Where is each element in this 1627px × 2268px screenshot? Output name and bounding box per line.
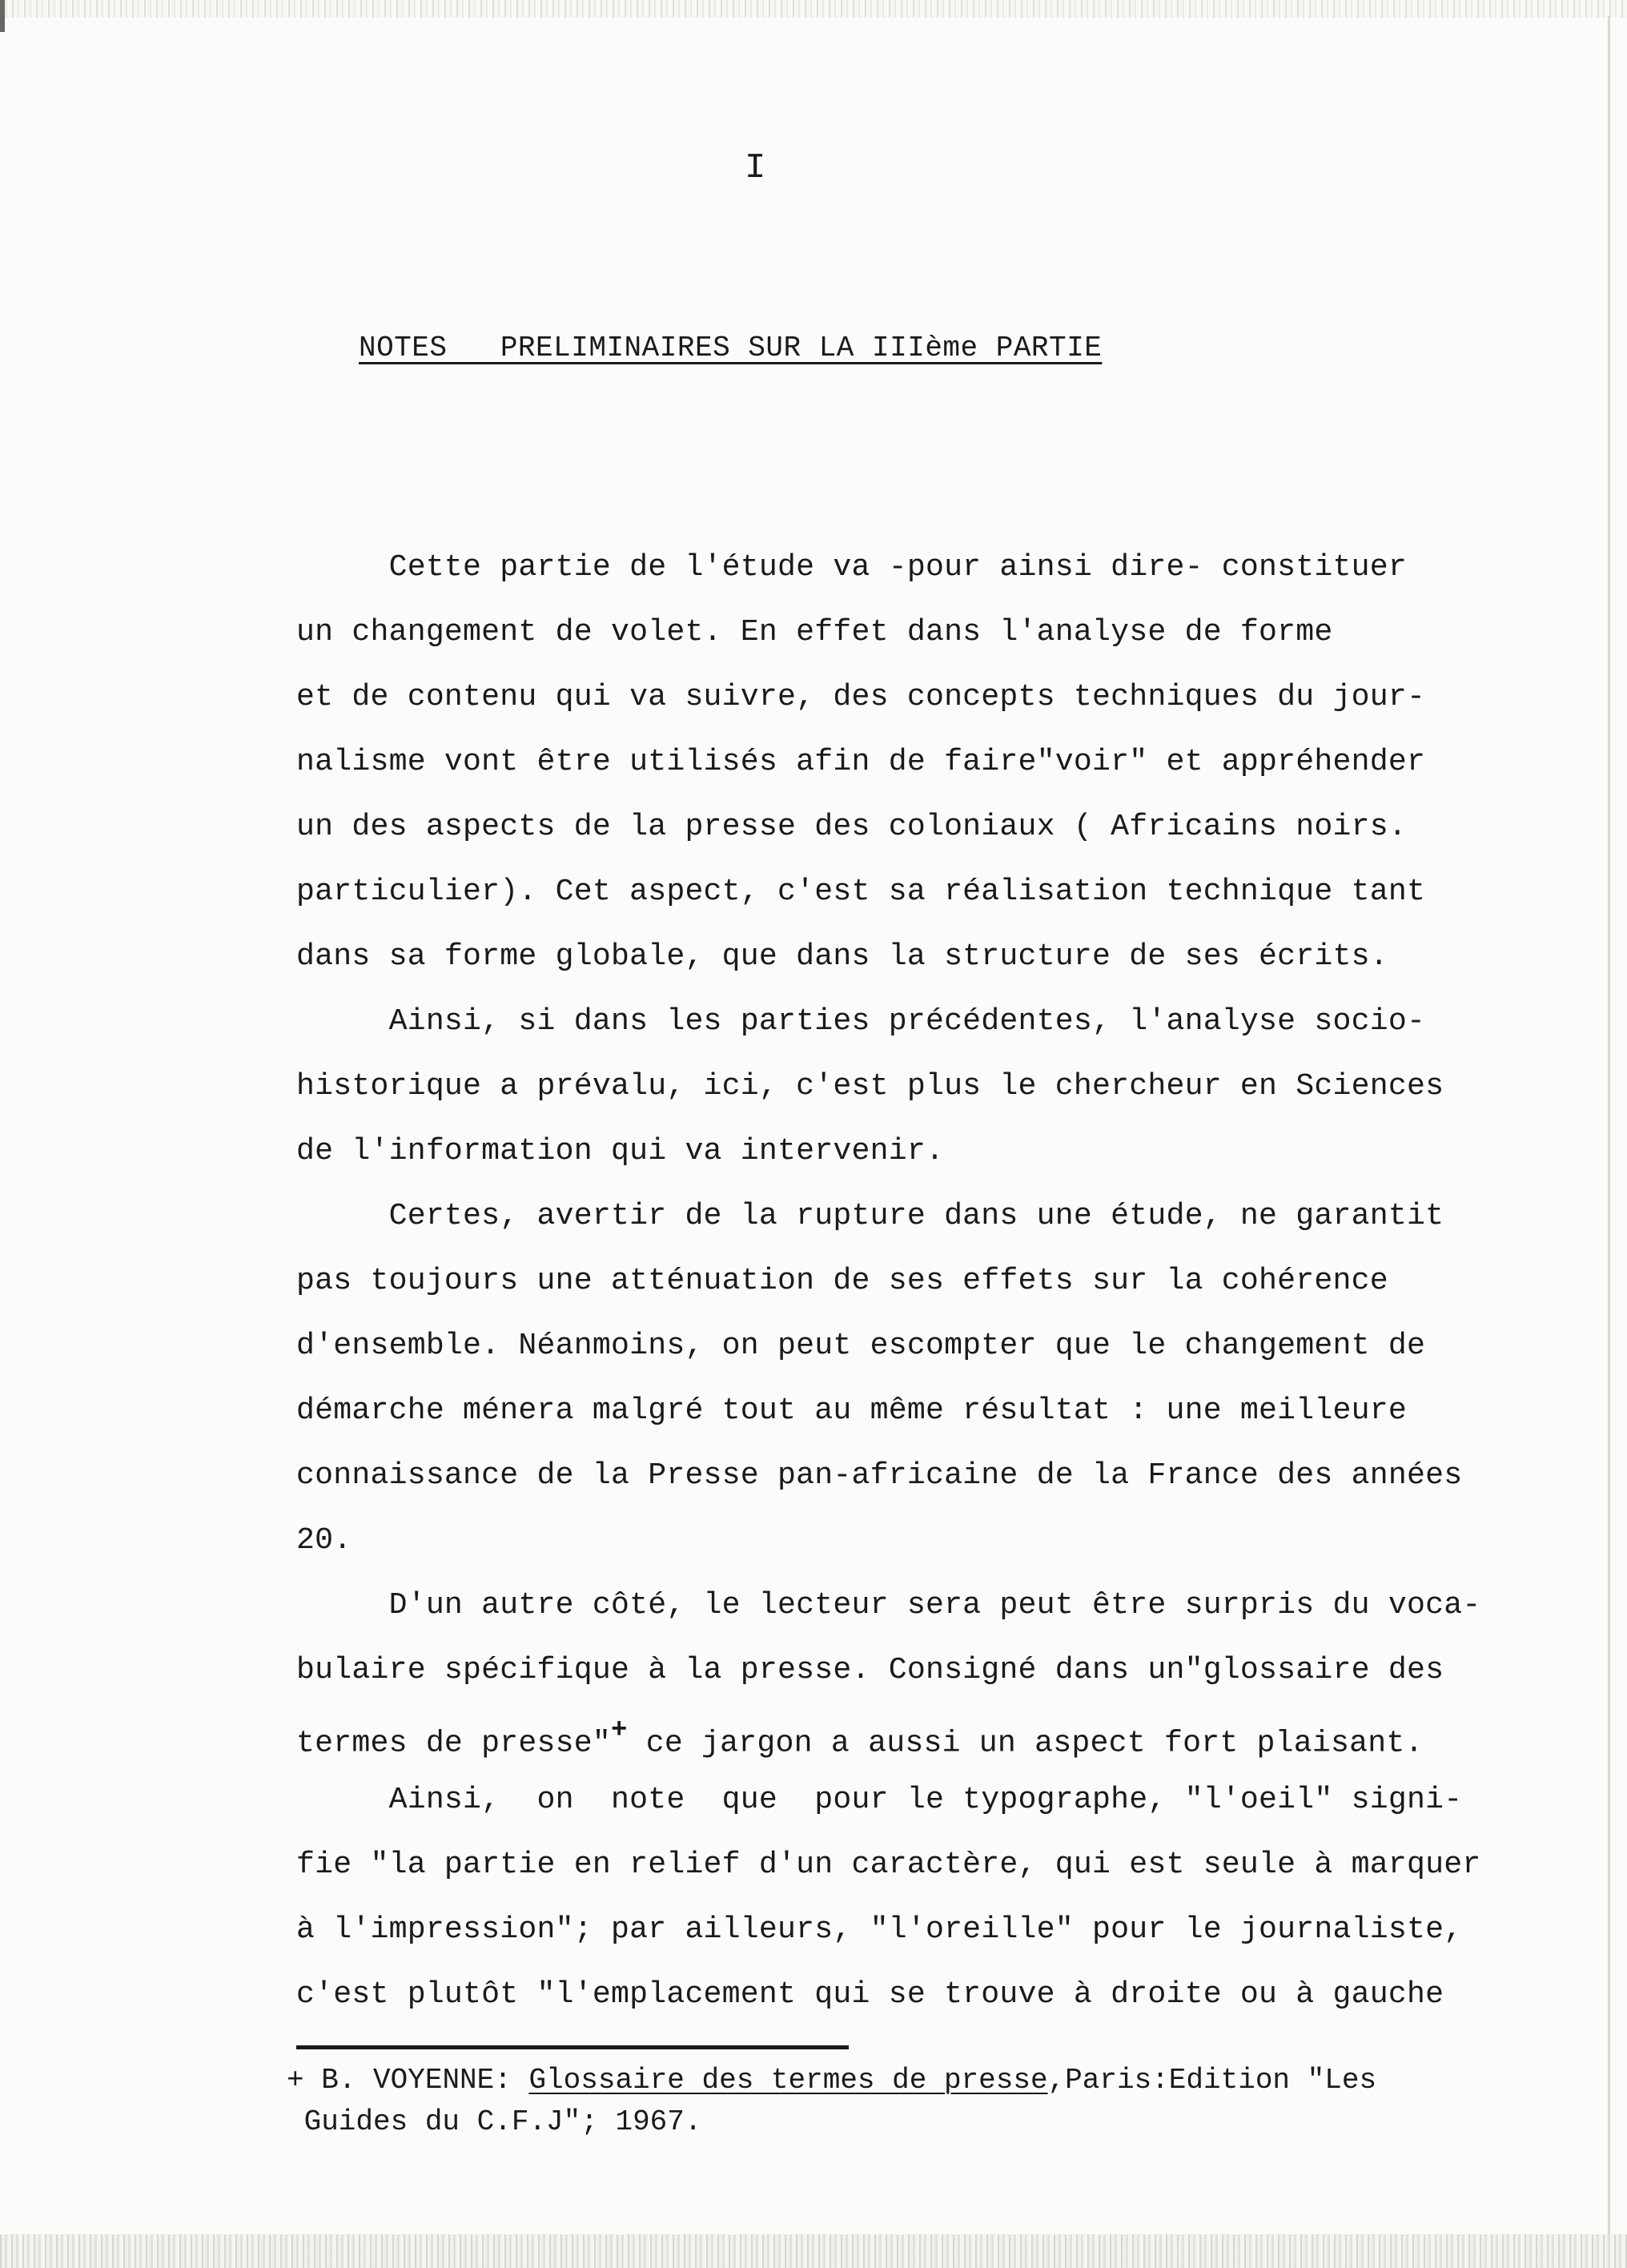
body-line: Cette partie de l'étude va -pour ainsi dire- constituer (296, 550, 1407, 585)
body-line: Ainsi, si dans les parties précédentes, l'analyse socio- (296, 1004, 1426, 1039)
body-line: et de contenu qui va suivre, des concepts techniques du jour- (296, 680, 1426, 714)
body-line: dans sa forme globale, que dans la structure de ses écrits. (296, 939, 1388, 974)
body-line: Ainsi, on note que pour le typographe, "l'oeil" signi- (296, 1783, 1463, 1817)
body-line: historique a prévalu, ici, c'est plus le chercheur en Sciences (296, 1069, 1444, 1104)
footnote-author: B. VOYENNE: (303, 2064, 529, 2097)
body-line: d'ensemble. Néanmoins, on peut escompter que le changement de (296, 1329, 1426, 1363)
body-line: fie "la partie en relief d'un caractère, qui est seule à marquer (296, 1848, 1481, 1882)
scan-artifact-bottom (0, 2234, 1627, 2268)
footnote-divider (296, 2045, 849, 2049)
body-line: pas toujours une atténuation de ses effets sur la cohérence (296, 1264, 1388, 1298)
footnote-marker: + (610, 1715, 628, 1746)
body-line: à l'impression"; par ailleurs, "l'oreille" pour le journaliste, (296, 1912, 1463, 1947)
body-line: un des aspects de la presse des coloniaux ( Africains noirs. (296, 810, 1407, 844)
body-line: nalisme vont être utilisés afin de faire"voir" et appréhender (296, 745, 1426, 779)
footnote-title: Glossaire des termes de presse (528, 2064, 1048, 2097)
body-line-text: termes de presse" (296, 1726, 611, 1761)
page-edge (1608, 16, 1610, 2234)
page-number: I (745, 148, 766, 188)
body-line: Certes, avertir de la rupture dans une étude, ne garantit (296, 1199, 1444, 1233)
footnote-marker: + (287, 2064, 304, 2097)
footnote (287, 2060, 1376, 2143)
body-line: c'est plutôt "l'emplacement qui se trouve à droite ou à gauche (296, 1977, 1444, 2012)
section-heading: NOTES PRELIMINAIRES SUR LA IIIème PARTIE (359, 332, 1103, 364)
body-line: démarche ménera malgré tout au même résultat : une meilleure (296, 1393, 1407, 1428)
footnote-line (287, 2060, 1376, 2101)
scan-artifact-left (0, 0, 5, 32)
body-line-text: ce jargon a aussi un aspect fort plaisant. (627, 1726, 1424, 1761)
body-line: connaissance de la Presse pan-africaine de la France des années (296, 1458, 1463, 1493)
body-line: particulier). Cet aspect, c'est sa réalisation technique tant (296, 875, 1426, 909)
body-line: bulaire spécifique à la presse. Consigné dans un"glossaire des (296, 1653, 1444, 1687)
scan-artifact-top (0, 0, 1627, 18)
footnote-line: Guides du C.F.J"; 1967. (287, 2105, 702, 2138)
body-line (296, 1715, 1424, 1761)
body-line: un changement de volet. En effet dans l'analyse de forme (296, 615, 1333, 649)
body-line: D'un autre côté, le lecteur sera peut être surpris du voca- (296, 1588, 1481, 1623)
body-line: 20. (296, 1523, 352, 1558)
footnote-publisher: ,Paris:Edition "Les (1047, 2064, 1377, 2097)
body-line: de l'information qui va intervenir. (296, 1134, 945, 1168)
